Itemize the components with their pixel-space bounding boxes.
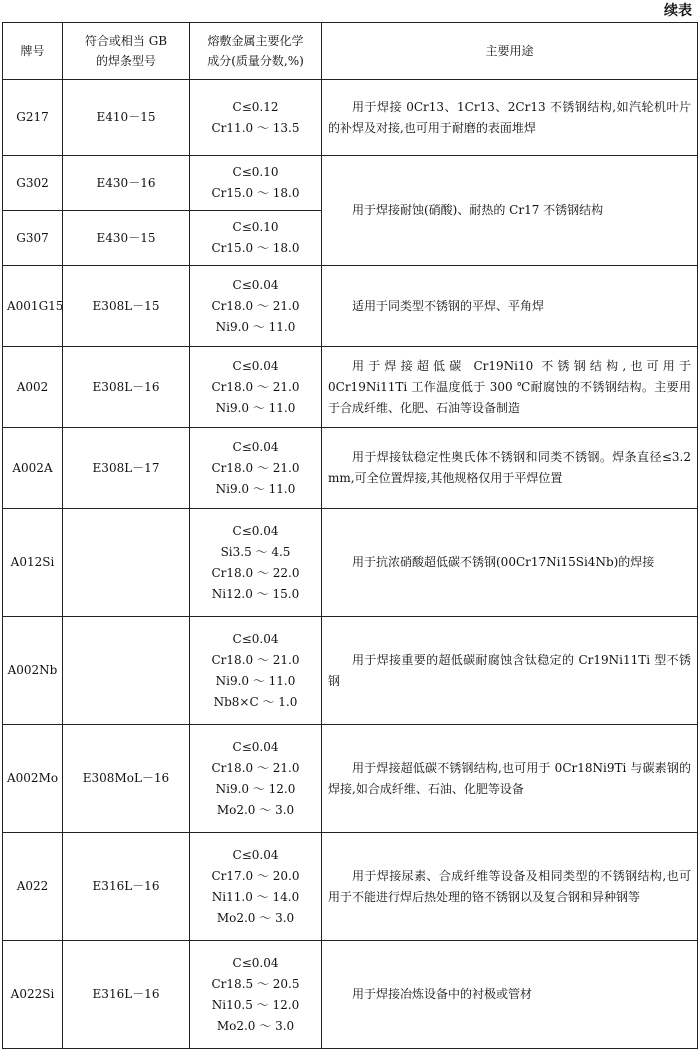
comp-line: Mo2.0 ～ 3.0 [216,910,295,925]
header-gb [63,23,190,80]
comp-line: Mo2.0 ～ 3.0 [216,802,295,817]
comp-line: C≤0.10 [232,165,279,179]
use-cell [322,617,698,725]
comp-line: C≤0.04 [232,277,279,292]
comp-line: Cr18.0 ～ 21.0 [211,760,300,775]
brand-cell: A012Si [3,509,63,617]
use-text: 用于焊接超低碳 Cr19Ni10 不锈钢结构,也可用于 0Cr19Ni11Ti 工作温度低于 300 ℃耐腐蚀的不锈钢结构。主要用于合成纤维、化肥、石油等设备制造 [328,358,691,415]
comp-line: Ni12.0 ～ 15.0 [211,586,300,601]
comp-line: C≤0.04 [232,739,279,754]
composition-cell [190,833,322,941]
comp-line: Ni9.0 ～ 11.0 [215,400,296,415]
electrode-table [2,22,698,1049]
brand-cell: A002Nb [3,617,63,725]
use-text: 用于焊接 0Cr13、1Cr13、2Cr13 不锈钢结构,如汽轮机叶片的补焊及对接,也可用于耐磨的表面堆焊 [328,99,691,135]
brand-cell: A002Mo [3,725,63,833]
table-row [3,156,698,211]
comp-line: Cr18.0 ～ 21.0 [211,652,300,667]
comp-line: Ni9.0 ～ 12.0 [215,781,296,796]
comp-line: Ni9.0 ～ 11.0 [215,673,296,688]
gb-cell: E308MoL－16 [63,725,190,833]
gb-cell [63,617,190,725]
header-row [3,23,698,80]
comp-line: Cr18.5 ～ 20.5 [211,976,300,991]
comp-line: C≤0.10 [232,220,279,234]
comp-line: Cr18.0 ～ 21.0 [211,379,300,394]
use-text: 用于焊接钛稳定性奥氏体不锈钢和同类不锈钢。焊条直径≤3.2 mm,可全位置焊接,其他规格仅用于平焊位置 [328,450,691,485]
brand-cell: A022 [3,833,63,941]
brand-cell: A022Si [3,941,63,1049]
use-text: 用于焊接耐蚀(硝酸)、耐热的 Cr17 不锈钢结构 [352,203,604,217]
brand-cell: A002 [3,347,63,428]
use-text: 用于抗浓硝酸超低碳不锈钢(00Cr17Ni15Si4Nb)的焊接 [352,555,655,569]
header-use: 主要用途 [322,23,698,80]
composition-cell [190,509,322,617]
composition-cell [190,80,322,156]
table-row [3,833,698,941]
use-cell [322,725,698,833]
comp-line: C≤0.04 [232,523,279,538]
use-text: 用于焊接冶炼设备中的衬极或管材 [352,987,533,1001]
comp-line: C≤0.04 [232,847,279,862]
gb-cell: E308L－17 [63,428,190,509]
comp-line: C≤0.04 [232,631,279,646]
comp-line: Mo2.0 ～ 3.0 [216,1018,295,1033]
table-row [3,941,698,1049]
comp-line: C≤0.12 [232,99,279,114]
composition-cell [190,156,322,211]
composition-cell [190,347,322,428]
composition-cell [190,725,322,833]
use-text: 用于焊接重要的超低碳耐腐蚀含钛稳定的 Cr19Ni11Ti 型不锈钢 [328,652,691,688]
brand-cell: G217 [3,80,63,156]
use-text: 用于焊接超低碳不锈钢结构,也可用于 0Cr18Ni9Ti 与碳素钢的焊接,如合成纤维、石油、化肥等设备 [328,760,691,796]
header-gb-line1: 符合或相当 GB [84,34,168,48]
header-gb-line2: 的焊条型号 [95,54,156,68]
comp-line: Cr17.0 ～ 20.0 [211,868,300,883]
composition-cell [190,428,322,509]
use-cell [322,347,698,428]
use-cell [322,428,698,509]
comp-line: Ni9.0 ～ 11.0 [215,319,296,334]
comp-line: C≤0.04 [232,439,279,454]
comp-line: C≤0.04 [232,358,279,373]
gb-cell: E316L－16 [63,941,190,1049]
comp-line: Cr15.0 ～ 18.0 [211,241,300,255]
table-row [3,617,698,725]
table-row [3,80,698,156]
comp-line: Cr18.0 ～ 21.0 [211,298,300,313]
composition-cell [190,211,322,266]
comp-line: Nb8×C ～ 1.0 [213,694,298,709]
gb-cell: E410－15 [63,80,190,156]
brand-cell: G302 [3,156,63,211]
use-cell [322,80,698,156]
use-cell [322,509,698,617]
table-row [3,428,698,509]
comp-line: Cr11.0 ～ 13.5 [211,120,300,135]
brand-cell: A002A [3,428,63,509]
continued-label: 续表 [664,3,692,19]
comp-line: Cr18.0 ～ 21.0 [211,460,300,475]
use-cell [322,156,698,266]
use-text: 适用于同类型不锈钢的平焊、平角焊 [352,298,545,313]
table-row [3,347,698,428]
comp-line: Si3.5 ～ 4.5 [220,544,291,559]
header-brand: 牌号 [3,23,63,80]
gb-cell: E316L－16 [63,833,190,941]
brand-cell: G307 [3,211,63,266]
gb-cell [63,509,190,617]
comp-line: Ni11.0 ～ 14.0 [211,889,300,904]
comp-line: Cr15.0 ～ 18.0 [211,186,300,200]
comp-line: Ni9.0 ～ 11.0 [215,481,296,496]
gb-cell: E308L－16 [63,347,190,428]
gb-cell: E308L－15 [63,266,190,347]
gb-cell: E430－16 [63,156,190,211]
header-comp-line2: 成分(质量分数,%) [207,54,304,68]
composition-cell [190,266,322,347]
brand-cell: A001G15 [3,266,63,347]
comp-line: Ni10.5 ～ 12.0 [211,997,300,1012]
comp-line: Cr18.0 ～ 22.0 [211,565,300,580]
comp-line: C≤0.04 [232,955,279,970]
use-text: 用于焊接尿素、合成纤维等设备及相同类型的不锈钢结构,也可用于不能进行焊后热处理的铬不锈钢以及复合钢和异种钢等 [328,868,691,904]
composition-cell [190,617,322,725]
header-composition [190,23,322,80]
use-cell [322,266,698,347]
gb-cell: E430－15 [63,211,190,266]
table-row [3,266,698,347]
header-comp-line1: 熔敷金属主要化学 [207,34,304,48]
use-cell [322,833,698,941]
use-cell [322,941,698,1049]
table-row [3,509,698,617]
composition-cell [190,941,322,1049]
table-row [3,725,698,833]
